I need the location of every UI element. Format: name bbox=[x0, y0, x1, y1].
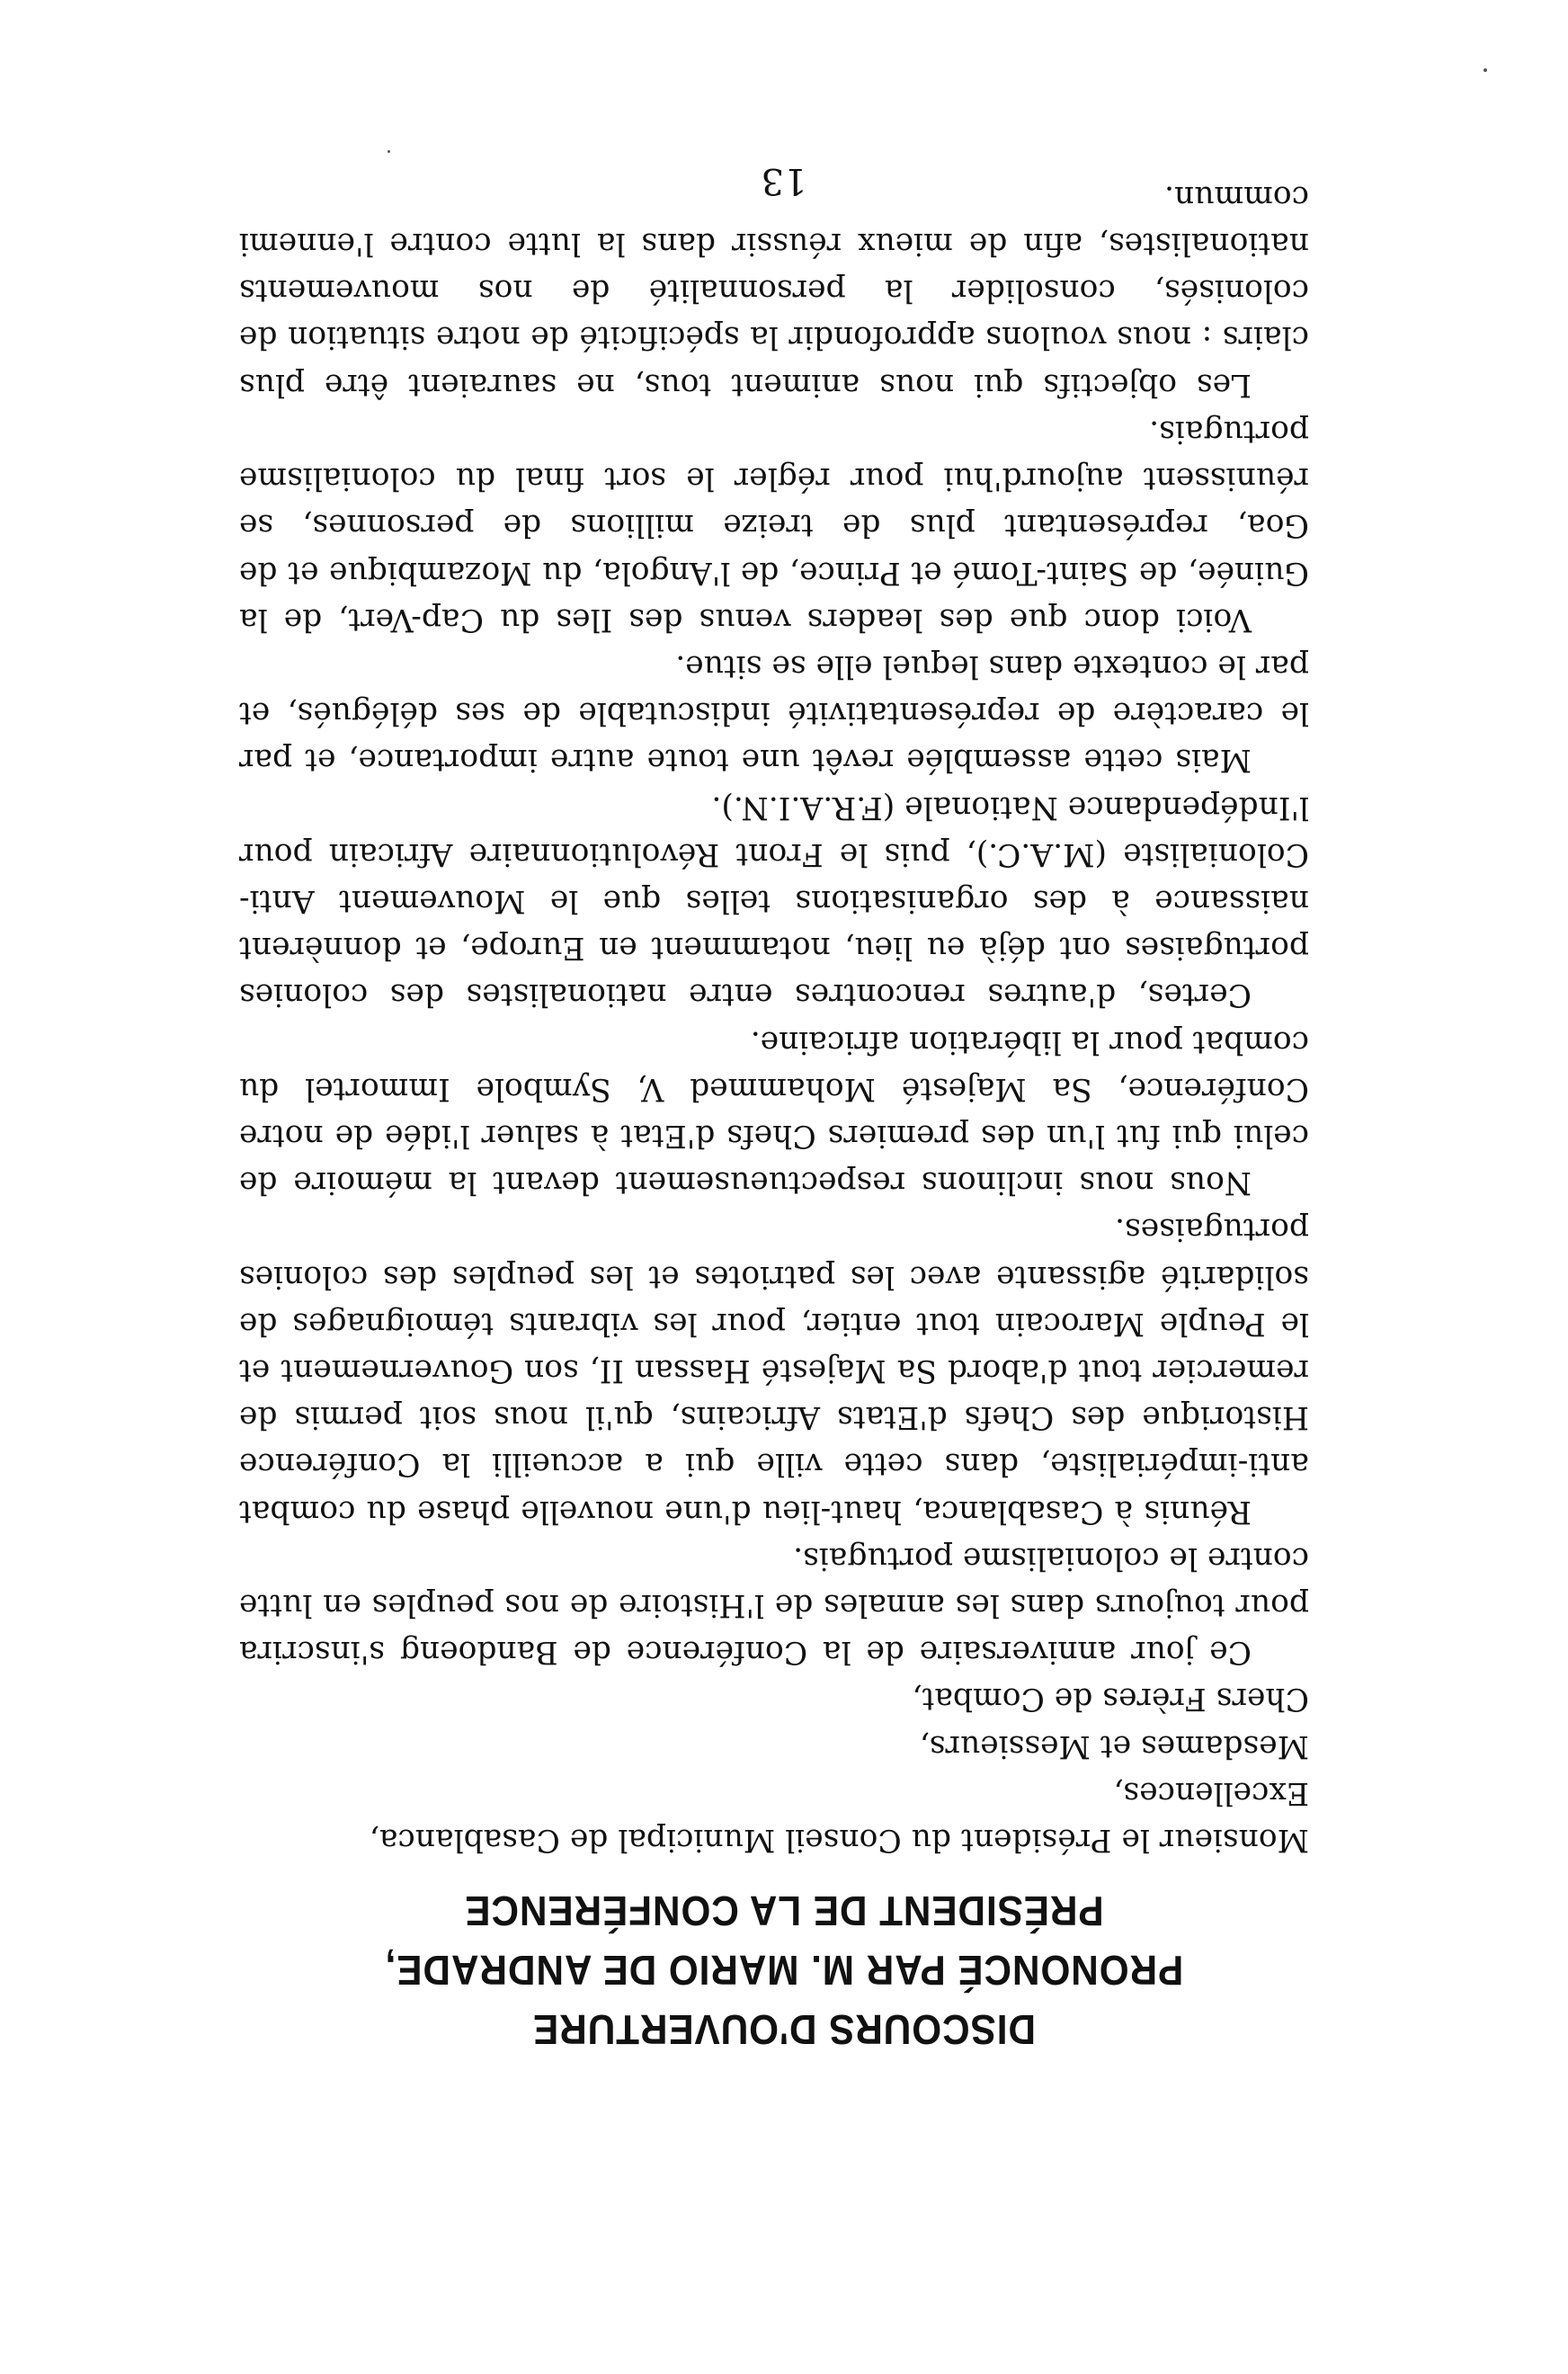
salutation-excellences: Excellences, bbox=[1113, 1774, 1309, 1811]
paragraph: Ce jour anniversaire de la Conférence de Bandoeng s'inscrira pour toujours dans les annales de l'Histoire de nos peuples en lutte contre le colonialisme portugais. bbox=[239, 1540, 1309, 1671]
paragraph: Les objectifs qui nous animent tous, ne sauraient être plus clairs : nous voulons approfondir la spécificité de notre situation de colonisés, consolider la personnalité de nos mouvements nationalistes, afin de mieux réussir dans la lutte contre l'ennemi commun. bbox=[239, 178, 1309, 403]
title-line: PRONONCÉ PAR M. MARIO DE ANDRADE, bbox=[384, 1947, 1184, 1994]
title-line: DISCOURS D'OUVERTURE bbox=[532, 2006, 1036, 2053]
salutation-president: Monsieur le Président du Conseil Municipal de Casablanca, bbox=[369, 1822, 1309, 1858]
paragraph: Nous nous inclinons respectueusement devant la mémoire de celui qui fut l'un des premiers Chefs d'Etat à saluer l'idée de notre Conférence, Sa Majesté Mohammed V, Symbole Immortel du combat pour la libération africaine. bbox=[239, 1023, 1309, 1201]
paragraph: Mais cette assemblée revêt une toute autre importance, et par le caractère de représentativité indiscutable de ses délégués, et par le contexte dans lequel elle se situe. bbox=[239, 647, 1309, 779]
page-number: 13 bbox=[761, 160, 807, 201]
scan-speck bbox=[1483, 68, 1487, 72]
paragraph: Voici donc que des leaders venus des Iles du Cap-Vert, de la Guinée, de Saint-Tomé et Prince, de l'Angola, du Mozambique et de Goa, représentant plus de treize millions de personnes, se réunissent aujourd'hui pour régler le sort final du colonialisme portugais. bbox=[239, 413, 1309, 638]
paragraph: Réunis à Casablanca, haut-lieu d'une nouvelle phase du combat anti-impérialiste, dans cette ville qui a accueilli la Conférence Historique des Chefs d'Etats Africains, qu'il nous soit permis de remercier tout d'abord Sa Majesté Hassan II, son Gouvernement et le Peuple Marocain tout entier, pour les vibrants témoignages de solidarité agissante avec les patriotes et les peuples des colonies portugaises. bbox=[239, 1211, 1309, 1530]
speech-body bbox=[239, 174, 1309, 1863]
speech-title bbox=[63, 1881, 1505, 2059]
scan-speck bbox=[388, 150, 390, 153]
salutation-ladies-gentlemen: Mesdames et Messieurs, bbox=[919, 1727, 1309, 1764]
salutation-comrades: Chers Frères de Combat, bbox=[912, 1681, 1309, 1718]
title-line: PRÉSIDENT DE LA CONFÉRENCE bbox=[464, 1888, 1104, 1934]
paragraph: Certes, d'autres rencontres entre nationalistes des colonies portugaises ont déjà eu lieu, notamment en Europe, et donnèrent naissance à des organisations telles que le Mouvement Anti-Colonialiste (M.A.C.), puis le Front Révolutionnaire Africain pour l'Indépendance Nationale (F.R.A.I.N.). bbox=[239, 789, 1309, 1013]
